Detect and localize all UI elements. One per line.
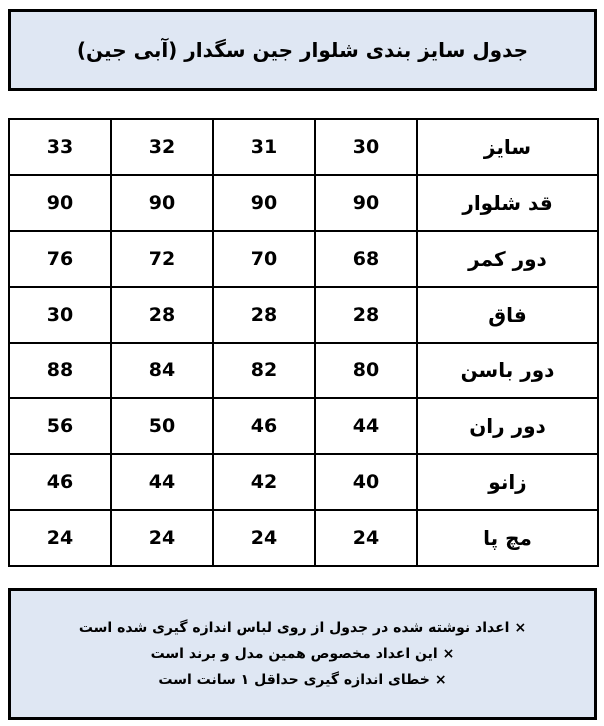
title-banner bbox=[8, 9, 597, 91]
table-row-knee bbox=[9, 454, 598, 510]
table-cell: 32 bbox=[111, 119, 213, 175]
row-label: دور کمر bbox=[417, 231, 598, 287]
table-cell: 24 bbox=[213, 510, 315, 566]
table-cell: 76 bbox=[9, 231, 111, 287]
note-line bbox=[79, 615, 526, 641]
note-text: خطای اندازه گیری حداقل ۱ سانت است bbox=[158, 672, 430, 688]
table-cell: 24 bbox=[315, 510, 417, 566]
table-cell: 80 bbox=[315, 343, 417, 399]
row-label: دور باسن bbox=[417, 343, 598, 399]
row-label: دور ران bbox=[417, 398, 598, 454]
table-row-length bbox=[9, 175, 598, 231]
table-cell: 90 bbox=[315, 175, 417, 231]
table-cell: 33 bbox=[9, 119, 111, 175]
bullet-mark: × bbox=[434, 672, 447, 688]
table-cell: 90 bbox=[9, 175, 111, 231]
table-cell: 50 bbox=[111, 398, 213, 454]
table-cell: 30 bbox=[315, 119, 417, 175]
table-cell: 44 bbox=[111, 454, 213, 510]
bullet-mark: × bbox=[514, 620, 527, 636]
table-cell: 72 bbox=[111, 231, 213, 287]
table-cell: 44 bbox=[315, 398, 417, 454]
table-cell: 70 bbox=[213, 231, 315, 287]
note-line bbox=[151, 641, 455, 667]
table-cell: 84 bbox=[111, 343, 213, 399]
table-cell: 46 bbox=[9, 454, 111, 510]
note-line bbox=[158, 667, 446, 693]
row-label: فاق bbox=[417, 287, 598, 343]
table-cell: 28 bbox=[315, 287, 417, 343]
table-cell: 31 bbox=[213, 119, 315, 175]
table-cell: 90 bbox=[213, 175, 315, 231]
table-cell: 28 bbox=[111, 287, 213, 343]
bullet-mark: × bbox=[442, 646, 455, 662]
table-cell: 40 bbox=[315, 454, 417, 510]
size-table bbox=[8, 118, 599, 567]
table-cell: 56 bbox=[9, 398, 111, 454]
table-row-hip bbox=[9, 343, 598, 399]
table-row-waist bbox=[9, 231, 598, 287]
table-cell: 24 bbox=[9, 510, 111, 566]
page-title: جدول سایز بندی شلوار جین سگدار (آبی جین) bbox=[76, 38, 529, 62]
table-cell: 28 bbox=[213, 287, 315, 343]
table-cell: 68 bbox=[315, 231, 417, 287]
row-label: زانو bbox=[417, 454, 598, 510]
table-row-ankle bbox=[9, 510, 598, 566]
note-text: این اعداد مخصوص همین مدل و برند است bbox=[150, 646, 438, 662]
table-cell: 82 bbox=[213, 343, 315, 399]
table-cell: 24 bbox=[111, 510, 213, 566]
table-cell: 30 bbox=[9, 287, 111, 343]
table-cell: 90 bbox=[111, 175, 213, 231]
notes-box bbox=[8, 588, 597, 720]
row-label: مچ پا bbox=[417, 510, 598, 566]
row-label: سایز bbox=[417, 119, 598, 175]
row-label: قد شلوار bbox=[417, 175, 598, 231]
table-cell: 42 bbox=[213, 454, 315, 510]
table-row-thigh bbox=[9, 398, 598, 454]
table-cell: 46 bbox=[213, 398, 315, 454]
table-row-size bbox=[9, 119, 598, 175]
table-row-rise bbox=[9, 287, 598, 343]
note-text: اعداد نوشته شده در جدول از روی لباس اندازه گیری شده است bbox=[78, 620, 510, 636]
table-cell: 88 bbox=[9, 343, 111, 399]
